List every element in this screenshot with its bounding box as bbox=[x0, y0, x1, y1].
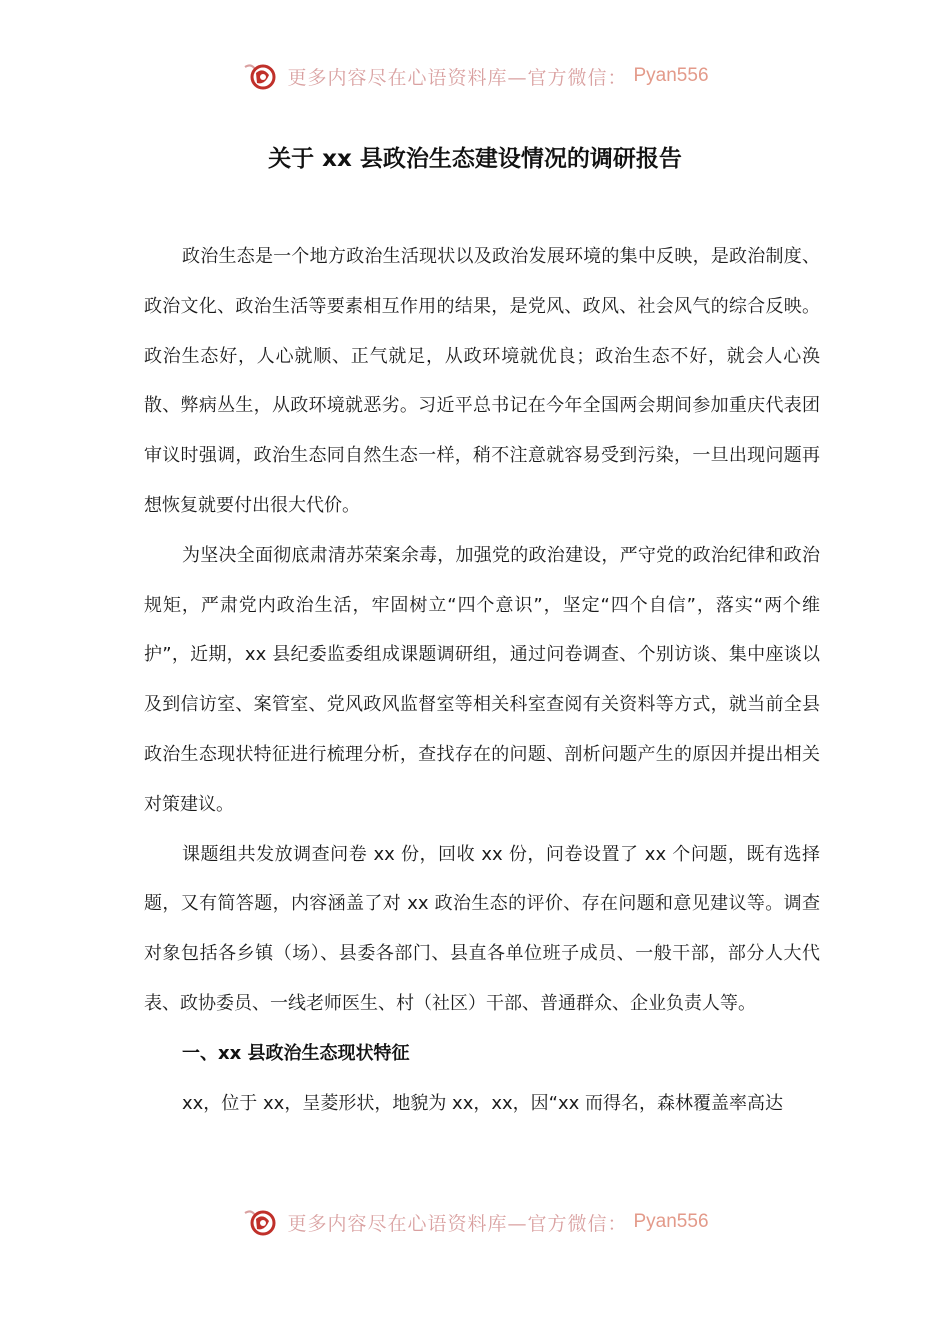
paragraph-4: xx，位于 xx，呈菱形状，地貌为 xx，xx，因“xx 而得名，森林覆盖率高达 bbox=[182, 1092, 784, 1114]
watermark-header bbox=[0, 56, 950, 96]
watermark-footer bbox=[0, 1202, 950, 1242]
watermark-text: 更多内容尽在心语资料库—官方微信： bbox=[287, 1212, 628, 1235]
document-body bbox=[144, 232, 820, 1128]
section-heading: 一、xx 县政治生态现状特征 bbox=[182, 1042, 410, 1064]
paragraph-3: 课题组共发放调查问卷 xx 份，回收 xx 份，问卷设置了 xx 个问题，既有选择题，又有简答题，内容涵盖了对 xx 政治生态的评价、存在问题和意见建议等。调查对象包括各乡镇（场）、县委各部门、县直各单位班子成员、一般干部，部分人大代表、政协委员、一线老师医生、村（社区）干部、普通群众、企业负责人等。 bbox=[144, 843, 820, 1014]
paragraph-1: 政治生态是一个地方政治生活现状以及政治发展环境的集中反映，是政治制度、政治文化、政治生活等要素相互作用的结果，是党风、政风、社会风气的综合反映。政治生态好，人心就顺、正气就足，从政环境就优良；政治生态不好，就会人心涣散、弊病丛生，从政环境就恶劣。习近平总书记在今年全国两会期间参加重庆代表团审议时强调，政治生态同自然生态一样，稍不注意就容易受到污染，一旦出现问题再想恢复就要付出很大代价。 bbox=[144, 246, 820, 516]
brand-logo-icon bbox=[241, 1205, 281, 1239]
document-title: 关于 xx 县政治生态建设情况的调研报告 bbox=[268, 146, 682, 172]
watermark-handle: Pyan556 bbox=[633, 1211, 709, 1232]
brand-logo-icon bbox=[241, 59, 281, 93]
watermark-text: 更多内容尽在心语资料库—官方微信： bbox=[287, 66, 628, 89]
watermark-handle: Pyan556 bbox=[633, 65, 709, 86]
paragraph-2: 为坚决全面彻底肃清苏荣案余毒，加强党的政治建设，严守党的政治纪律和政治规矩，严肃党内政治生活，牢固树立“四个意识”，坚定“四个自信”，落实“两个维护”，近期，xx 县纪委监委组成课题调研组，通过问卷调查、个别访谈、集中座谈以及到信访室、案管室、党风政风监督室等相关科室查阅有关资料等方式，就当前全县政治生态现状特征进行梳理分析，查找存在的问题、剖析问题产生的原因并提出相关对策建议。 bbox=[144, 544, 820, 815]
